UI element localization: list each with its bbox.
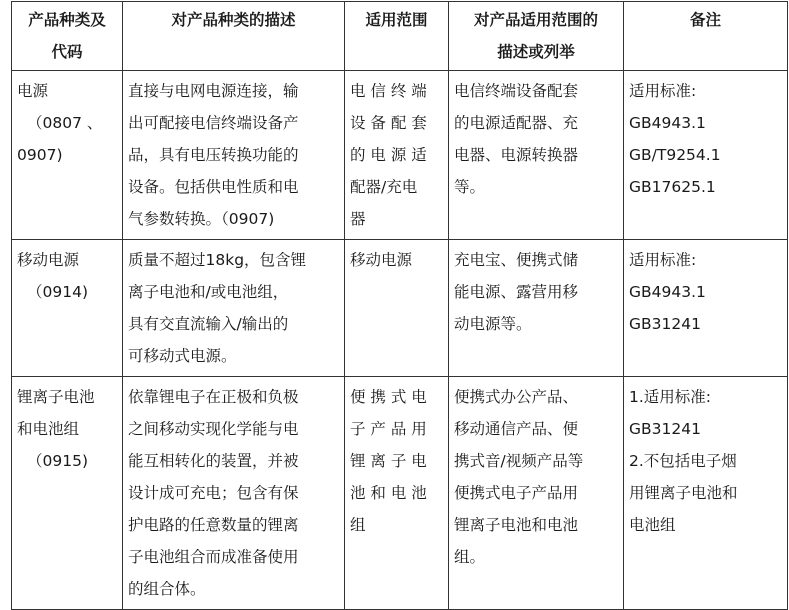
description-cell: 依靠锂电子在正极和负极 之间移动实现化学能与电 能互相转化的装置，并被 设计成可充电；包含有保 护电路的任意数量的锂离 子电池组合而成准备使用 的组合体。 xyxy=(123,377,345,610)
table-row xyxy=(12,71,788,240)
remarks-cell: 适用标准: GB4943.1 GB/T9254.1 GB17625.1 xyxy=(624,71,788,240)
category-cell: 电源 （0807 、 0907) xyxy=(12,71,123,240)
scope-description-cell: 电信终端设备配套 的电源适配器、充 电器、电源转换器 等。 xyxy=(449,71,624,240)
remarks-cell: 适用标准: GB4943.1 GB31241 xyxy=(624,240,788,377)
table-row xyxy=(12,240,788,377)
scope-description-cell: 充电宝、便携式储 能电源、露营用移 动电源等。 xyxy=(449,240,624,377)
scope-cell: 移动电源 xyxy=(345,240,449,377)
category-cell: 移动电源 （0914) xyxy=(12,240,123,377)
description-cell: 直接与电网电源连接，输 出可配接电信终端设备产 品，具有电压转换功能的 设备。包括供电性质和电 气参数转换。（0907) xyxy=(123,71,345,240)
header-remarks: 备注 xyxy=(624,2,788,71)
header-scope-description: 对产品适用范围的 描述或列举 xyxy=(449,2,624,71)
product-category-table xyxy=(11,1,788,610)
header-category-description: 对产品种类的描述 xyxy=(123,2,345,71)
table-header-row xyxy=(12,2,788,71)
remarks-cell: 1.适用标准: GB31241 2.不包括电子烟 用锂离子电池和 电池组 xyxy=(624,377,788,610)
scope-description-cell: 便携式办公产品、 移动通信产品、便 携式音/视频产品等 便携式电子产品用 锂离子电池和电池 组。 xyxy=(449,377,624,610)
header-scope: 适用范围 xyxy=(345,2,449,71)
description-cell: 质量不超过18kg，包含锂 离子电池和/或电池组， 具有交直流输入/输出的 可移动式电源。 xyxy=(123,240,345,377)
table-row xyxy=(12,377,788,610)
scope-cell: 电 信 终 端 设 备 配 套 的 电 源 适 配器/充电 器 xyxy=(345,71,449,240)
category-cell: 锂离子电池 和电池组 （0915) xyxy=(12,377,123,610)
header-category-code: 产品种类及 代码 xyxy=(12,2,123,71)
scope-cell: 便 携 式 电 子 产 品 用 锂 离 子 电 池 和 电 池 组 xyxy=(345,377,449,610)
